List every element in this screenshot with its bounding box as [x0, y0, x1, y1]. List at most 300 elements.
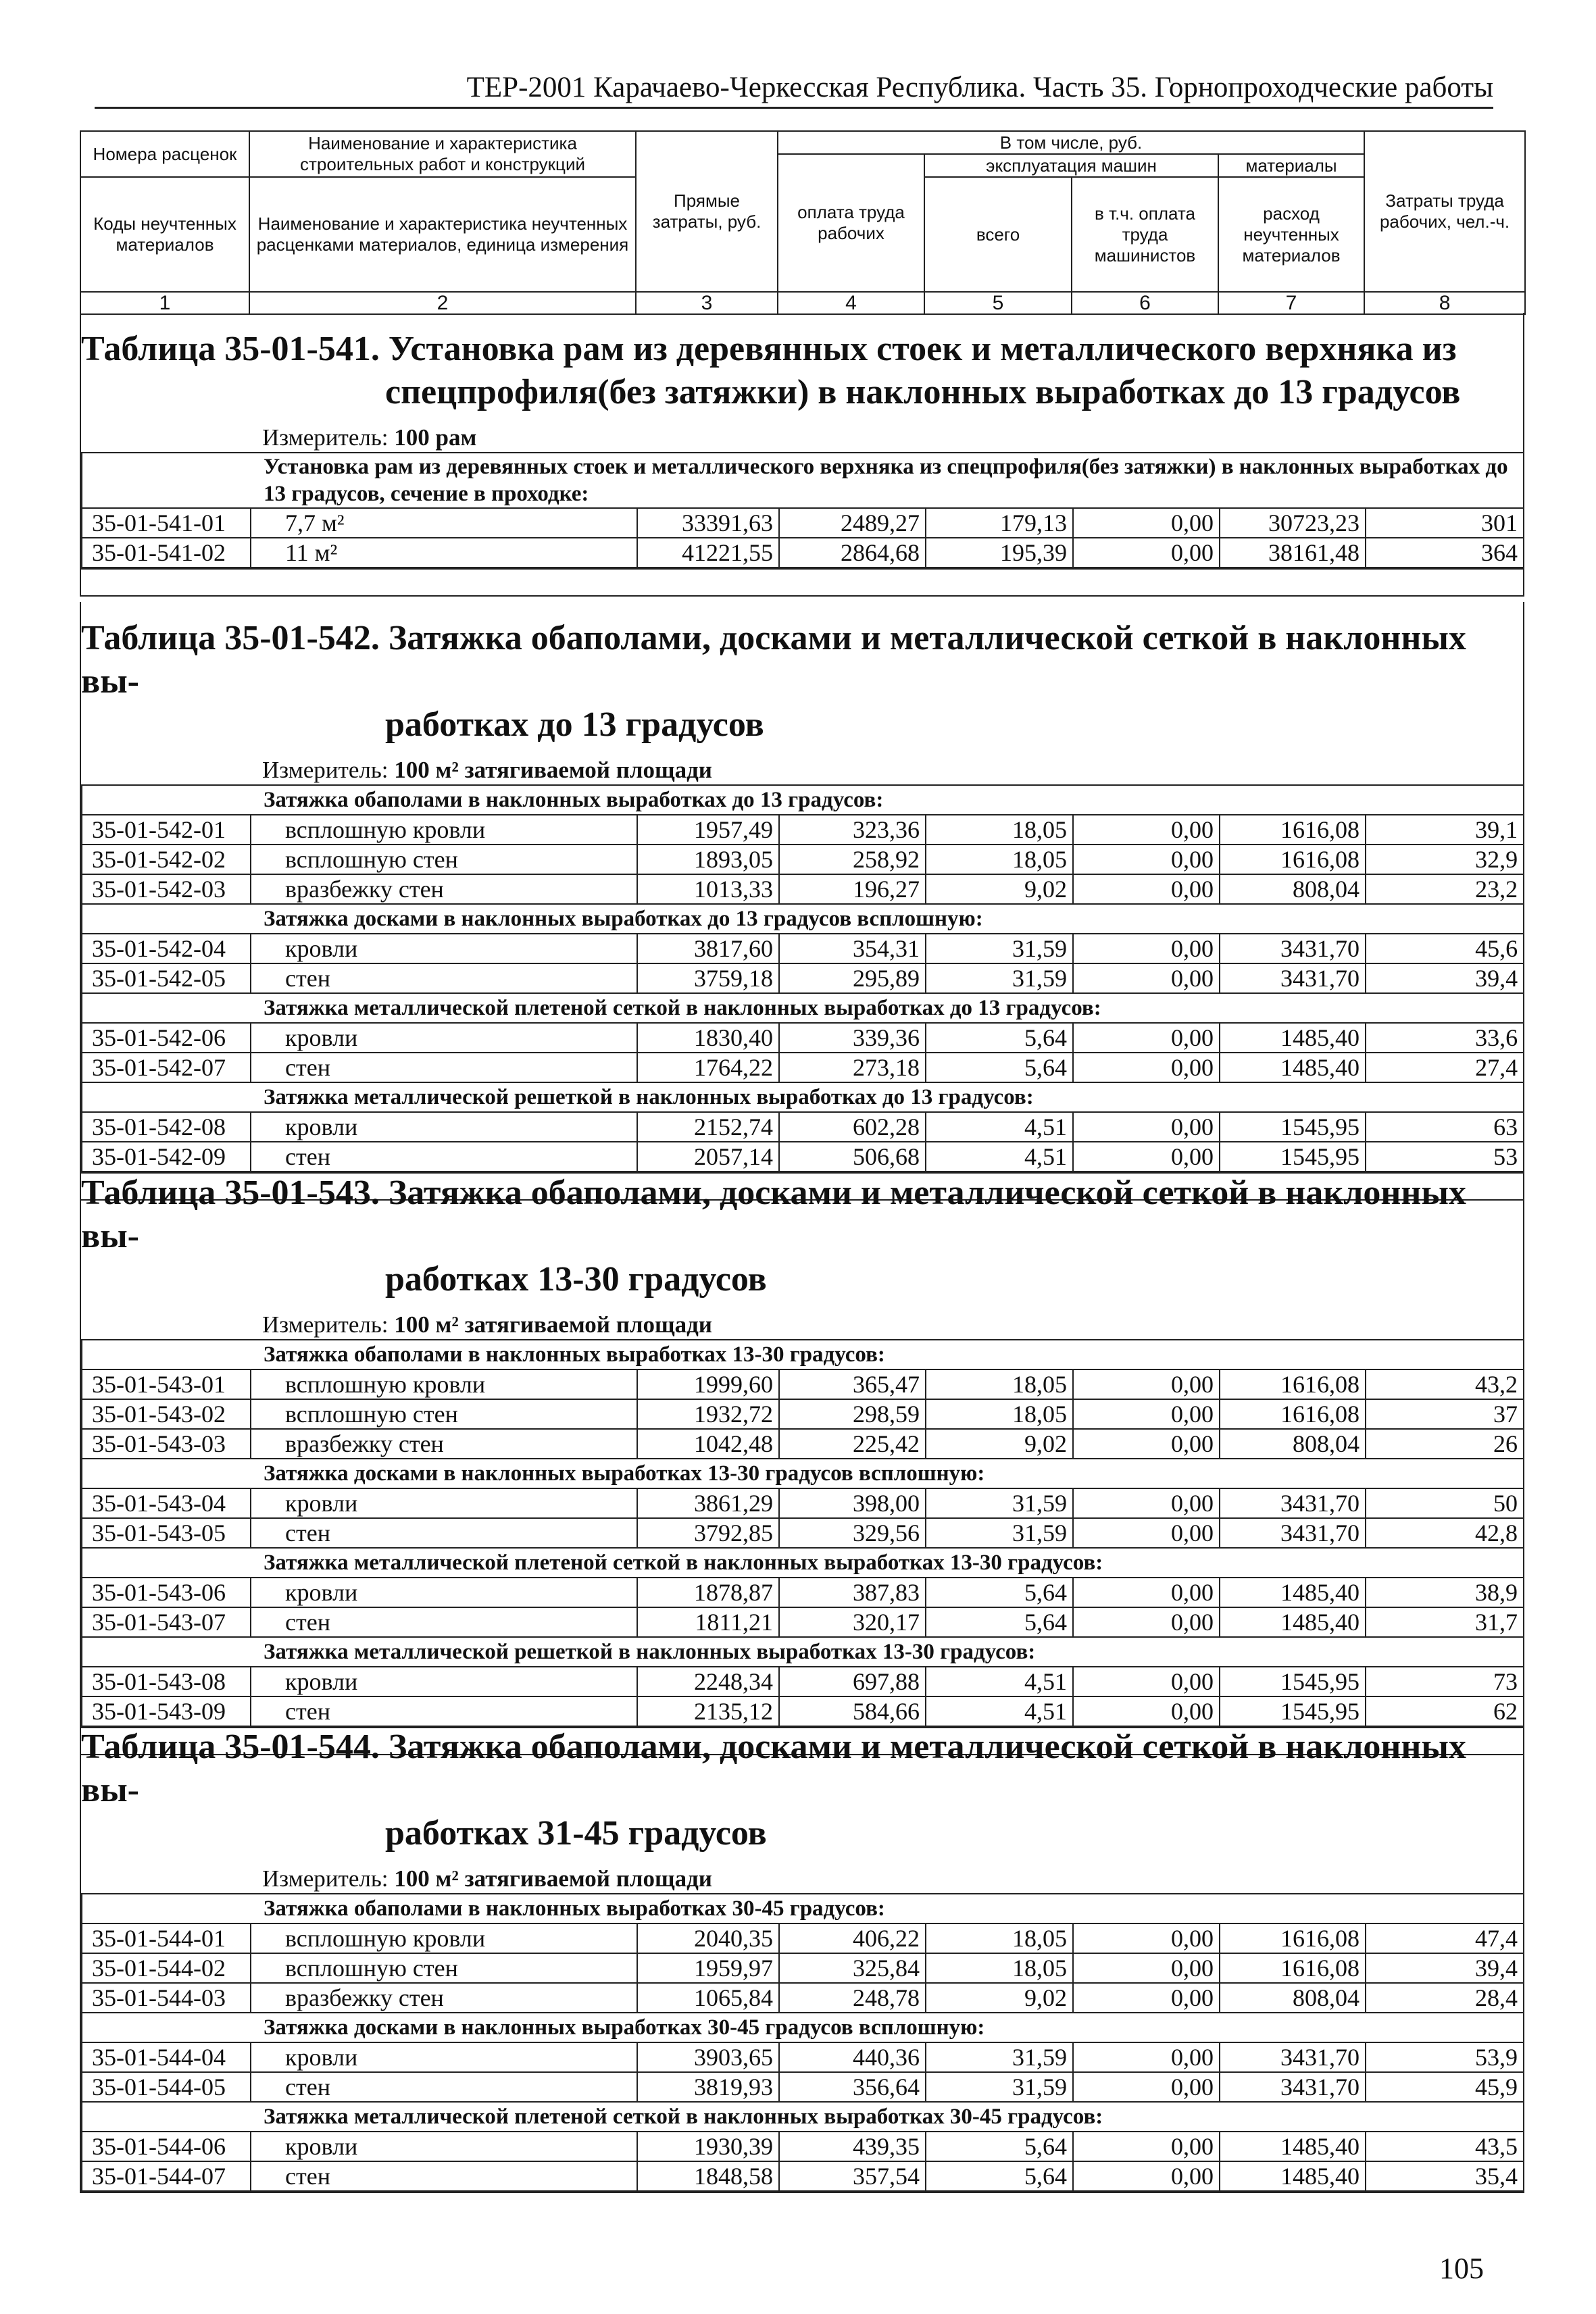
col-head-labor: Затраты труда рабочих, чел.-ч. — [1364, 131, 1525, 292]
unit-label: Измеритель: — [262, 1311, 389, 1338]
labor-hours-cell: 43,2 — [1366, 1369, 1524, 1399]
page-number: 105 — [1439, 2252, 1484, 2285]
wages-cell: 320,17 — [779, 1607, 926, 1637]
table-row — [82, 1429, 1524, 1459]
column-number: 2 — [249, 292, 636, 314]
col-head-materials-use: расход неучтенных материалов — [1218, 177, 1364, 292]
work-name-cell: стен — [251, 1518, 637, 1548]
operator-wages-cell: 0,00 — [1073, 2042, 1220, 2072]
operator-wages-cell: 0,00 — [1073, 963, 1220, 993]
rate-code-cell: 35-01-542-06 — [82, 1023, 251, 1053]
materials-cost-cell: 1485,40 — [1220, 1578, 1366, 1607]
materials-cost-cell: 1616,08 — [1220, 1369, 1366, 1399]
rate-code-cell: 35-01-544-01 — [82, 1923, 251, 1953]
column-header-table — [80, 130, 1526, 315]
group-label: Затяжка обаполами в наклонных выработках до 13 градусов: — [82, 785, 1524, 815]
operator-wages-cell: 0,00 — [1073, 1488, 1220, 1518]
table-row — [82, 815, 1524, 845]
rate-code-cell: 35-01-543-01 — [82, 1369, 251, 1399]
operator-wages-cell: 0,00 — [1073, 2072, 1220, 2102]
wages-cell: 356,64 — [779, 2072, 926, 2102]
group-label: Затяжка металлической плетеной сеткой в наклонных выработках 13-30 градусов: — [82, 1548, 1524, 1578]
rates-table — [81, 452, 1524, 568]
labor-hours-cell: 39,4 — [1366, 963, 1524, 993]
col-head-exploit: эксплуатация машин — [924, 154, 1218, 177]
rate-code-cell: 35-01-542-07 — [82, 1053, 251, 1082]
wages-cell: 325,84 — [779, 1953, 926, 1983]
wages-cell: 196,27 — [779, 874, 926, 904]
wages-cell: 398,00 — [779, 1488, 926, 1518]
machine-costs-cell: 4,51 — [926, 1142, 1073, 1172]
table-section — [80, 602, 1524, 1201]
direct-costs-cell: 1830,40 — [637, 1023, 779, 1053]
col-head-direct-costs: Прямые затраты, руб. — [636, 131, 778, 292]
work-name-cell: всплошную стен — [251, 845, 637, 874]
operator-wages-cell: 0,00 — [1073, 1923, 1220, 1953]
work-name-cell: стен — [251, 1607, 637, 1637]
rate-code-cell: 35-01-542-09 — [82, 1142, 251, 1172]
col-head-exploit-total: всего — [924, 177, 1072, 292]
rate-code-cell: 35-01-544-07 — [82, 2161, 251, 2191]
operator-wages-cell: 0,00 — [1073, 1142, 1220, 1172]
operator-wages-cell: 0,00 — [1073, 508, 1220, 538]
wages-cell: 339,36 — [779, 1023, 926, 1053]
table-row — [82, 1923, 1524, 1953]
table-row — [82, 2132, 1524, 2161]
col-head-materials: материалы — [1218, 154, 1364, 177]
materials-cost-cell: 1485,40 — [1220, 1053, 1366, 1082]
direct-costs-cell: 2152,74 — [637, 1112, 779, 1142]
unit-value: 100 м² затягиваемой площади — [394, 1865, 712, 1892]
direct-costs-cell: 3903,65 — [637, 2042, 779, 2072]
rate-code-cell: 35-01-543-04 — [82, 1488, 251, 1518]
direct-costs-cell: 3861,29 — [637, 1488, 779, 1518]
rate-code-cell: 35-01-542-01 — [82, 815, 251, 845]
labor-hours-cell: 37 — [1366, 1399, 1524, 1429]
wages-cell: 365,47 — [779, 1369, 926, 1399]
rate-code-cell: 35-01-543-07 — [82, 1607, 251, 1637]
labor-hours-cell: 35,4 — [1366, 2161, 1524, 2191]
work-name-cell: стен — [251, 2161, 637, 2191]
section-spacer — [81, 568, 1523, 595]
wages-cell: 298,59 — [779, 1399, 926, 1429]
rate-code-cell: 35-01-544-02 — [82, 1953, 251, 1983]
materials-cost-cell: 1485,40 — [1220, 2132, 1366, 2161]
wages-cell: 329,56 — [779, 1518, 926, 1548]
wages-cell: 354,31 — [779, 934, 926, 963]
materials-cost-cell: 1485,40 — [1220, 1023, 1366, 1053]
labor-hours-cell: 45,6 — [1366, 934, 1524, 963]
rate-code-cell: 35-01-541-01 — [82, 508, 251, 538]
column-number: 3 — [636, 292, 778, 314]
rate-code-cell: 35-01-541-02 — [82, 538, 251, 568]
table-row — [82, 1053, 1524, 1082]
table-row — [82, 1023, 1524, 1053]
materials-cost-cell: 808,04 — [1220, 874, 1366, 904]
group-header-row — [82, 1548, 1524, 1578]
operator-wages-cell: 0,00 — [1073, 2161, 1220, 2191]
direct-costs-cell: 1065,84 — [637, 1983, 779, 2013]
labor-hours-cell: 63 — [1366, 1112, 1524, 1142]
wages-cell: 584,66 — [779, 1696, 926, 1726]
machine-costs-cell: 18,05 — [926, 1923, 1073, 1953]
operator-wages-cell: 0,00 — [1073, 1429, 1220, 1459]
unit-value: 100 м² затягиваемой площади — [394, 1311, 712, 1338]
operator-wages-cell: 0,00 — [1073, 1023, 1220, 1053]
work-name-cell: стен — [251, 1053, 637, 1082]
group-header-row — [82, 1459, 1524, 1488]
labor-hours-cell: 53 — [1366, 1142, 1524, 1172]
labor-hours-cell: 45,9 — [1366, 2072, 1524, 2102]
work-name-cell: кровли — [251, 1023, 637, 1053]
wages-cell: 225,42 — [779, 1429, 926, 1459]
work-name-cell: вразбежку стен — [251, 1429, 637, 1459]
column-number-row — [80, 292, 1525, 314]
group-label: Установка рам из деревянных стоек и металлического верхняка из спецпрофиля(без затяжки) в наклонных выработках до 13 градусов, сечение в проходке: — [82, 453, 1524, 508]
section-title-lead: Таблица 35-01-543. Затяжка обаполами, досками и металлической сеткой в наклонных вы- — [81, 1174, 1466, 1255]
operator-wages-cell: 0,00 — [1073, 1578, 1220, 1607]
section-title — [81, 313, 1523, 414]
table-row — [82, 1112, 1524, 1142]
column-header — [80, 130, 1524, 313]
machine-costs-cell: 31,59 — [926, 1488, 1073, 1518]
unit-value: 100 рам — [394, 424, 477, 451]
machine-costs-cell: 5,64 — [926, 1053, 1073, 1082]
column-number: 4 — [778, 292, 924, 314]
rate-code-cell: 35-01-542-02 — [82, 845, 251, 874]
table-row — [82, 1518, 1524, 1548]
wages-cell: 258,92 — [779, 845, 926, 874]
machine-costs-cell: 4,51 — [926, 1667, 1073, 1696]
direct-costs-cell: 2135,12 — [637, 1696, 779, 1726]
direct-costs-cell: 1959,97 — [637, 1953, 779, 1983]
labor-hours-cell: 301 — [1366, 508, 1524, 538]
column-number: 6 — [1072, 292, 1218, 314]
direct-costs-cell: 3819,93 — [637, 2072, 779, 2102]
machine-costs-cell: 18,05 — [926, 1369, 1073, 1399]
machine-costs-cell: 9,02 — [926, 1983, 1073, 2013]
operator-wages-cell: 0,00 — [1073, 1607, 1220, 1637]
wages-cell: 295,89 — [779, 963, 926, 993]
work-name-cell: кровли — [251, 2132, 637, 2161]
materials-cost-cell: 1545,95 — [1220, 1696, 1366, 1726]
direct-costs-cell: 1999,60 — [637, 1369, 779, 1399]
work-name-cell: стен — [251, 1696, 637, 1726]
work-name-cell: кровли — [251, 1578, 637, 1607]
work-name-cell: всплошную стен — [251, 1399, 637, 1429]
section-title-lead: Таблица 35-01-541. Установка рам из деревянных стоек и металлического верхняка из — [81, 330, 1457, 368]
group-header-row — [82, 904, 1524, 934]
header-rule — [95, 107, 1493, 109]
table-row — [82, 1607, 1524, 1637]
direct-costs-cell: 1957,49 — [637, 815, 779, 845]
wages-cell: 697,88 — [779, 1667, 926, 1696]
work-name-cell: всплошную кровли — [251, 1923, 637, 1953]
section-title — [81, 1711, 1523, 1855]
group-header-row — [82, 993, 1524, 1023]
section-title-continued: спецпрофиля(без затяжки) в наклонных выработках до 13 градусов — [385, 373, 1461, 411]
materials-cost-cell: 3431,70 — [1220, 2042, 1366, 2072]
group-header-row — [82, 1082, 1524, 1112]
work-name-cell: кровли — [251, 1667, 637, 1696]
col-head-group: В том числе, руб. — [778, 131, 1364, 154]
work-name-cell: кровли — [251, 1488, 637, 1518]
work-name-cell: стен — [251, 1142, 637, 1172]
machine-costs-cell: 179,13 — [926, 508, 1073, 538]
materials-cost-cell: 1616,08 — [1220, 1953, 1366, 1983]
machine-costs-cell: 5,64 — [926, 1607, 1073, 1637]
wages-cell: 506,68 — [779, 1142, 926, 1172]
operator-wages-cell: 0,00 — [1073, 1399, 1220, 1429]
rates-table — [81, 784, 1524, 1172]
operator-wages-cell: 0,00 — [1073, 2132, 1220, 2161]
group-label: Затяжка металлической решеткой в наклонных выработках 13-30 градусов: — [82, 1637, 1524, 1667]
labor-hours-cell: 23,2 — [1366, 874, 1524, 904]
operator-wages-cell: 0,00 — [1073, 1369, 1220, 1399]
operator-wages-cell: 0,00 — [1073, 815, 1220, 845]
materials-cost-cell: 1616,08 — [1220, 1923, 1366, 1953]
materials-cost-cell: 30723,23 — [1220, 508, 1366, 538]
running-title: ТЕР-2001 Карачаево-Черкесская Республика. Часть 35. Горнопроходческие работы — [466, 72, 1493, 103]
operator-wages-cell: 0,00 — [1073, 1696, 1220, 1726]
wages-cell: 357,54 — [779, 2161, 926, 2191]
operator-wages-cell: 0,00 — [1073, 1518, 1220, 1548]
materials-cost-cell: 1616,08 — [1220, 1399, 1366, 1429]
direct-costs-cell: 3817,60 — [637, 934, 779, 963]
table-row — [82, 1488, 1524, 1518]
section-title-continued: работках до 13 градусов — [385, 705, 764, 744]
group-label: Затяжка досками в наклонных выработках 13-30 градусов всплошную: — [82, 1459, 1524, 1488]
work-name-cell: 7,7 м² — [251, 508, 637, 538]
rate-code-cell: 35-01-542-04 — [82, 934, 251, 963]
labor-hours-cell: 62 — [1366, 1696, 1524, 1726]
wages-cell: 248,78 — [779, 1983, 926, 2013]
materials-cost-cell: 1616,08 — [1220, 815, 1366, 845]
work-name-cell: всплошную кровли — [251, 1369, 637, 1399]
rates-table — [81, 1893, 1524, 2192]
labor-hours-cell: 28,4 — [1366, 1983, 1524, 2013]
direct-costs-cell: 1042,48 — [637, 1429, 779, 1459]
rates-table — [81, 1339, 1524, 1727]
rate-code-cell: 35-01-543-05 — [82, 1518, 251, 1548]
table-row — [82, 1578, 1524, 1607]
materials-cost-cell: 3431,70 — [1220, 2072, 1366, 2102]
machine-costs-cell: 9,02 — [926, 874, 1073, 904]
materials-cost-cell: 1545,95 — [1220, 1142, 1366, 1172]
labor-hours-cell: 42,8 — [1366, 1518, 1524, 1548]
machine-costs-cell: 31,59 — [926, 2042, 1073, 2072]
machine-costs-cell: 18,05 — [926, 1953, 1073, 1983]
work-name-cell: стен — [251, 963, 637, 993]
labor-hours-cell: 39,1 — [1366, 815, 1524, 845]
materials-cost-cell: 1545,95 — [1220, 1667, 1366, 1696]
table-row — [82, 1667, 1524, 1696]
operator-wages-cell: 0,00 — [1073, 934, 1220, 963]
section-unit — [81, 424, 1523, 452]
rate-code-cell: 35-01-543-02 — [82, 1399, 251, 1429]
work-name-cell: кровли — [251, 1112, 637, 1142]
operator-wages-cell: 0,00 — [1073, 1953, 1220, 1983]
operator-wages-cell: 0,00 — [1073, 1667, 1220, 1696]
wages-cell: 2489,27 — [779, 508, 926, 538]
labor-hours-cell: 31,7 — [1366, 1607, 1524, 1637]
rate-code-cell: 35-01-543-09 — [82, 1696, 251, 1726]
operator-wages-cell: 0,00 — [1073, 538, 1220, 568]
section-unit — [81, 756, 1523, 784]
materials-cost-cell: 3431,70 — [1220, 963, 1366, 993]
rate-code-cell: 35-01-542-05 — [82, 963, 251, 993]
table-section — [80, 1711, 1524, 2193]
group-header-row — [82, 2102, 1524, 2132]
direct-costs-cell: 1932,72 — [637, 1399, 779, 1429]
rate-code-cell: 35-01-542-08 — [82, 1112, 251, 1142]
labor-hours-cell: 47,4 — [1366, 1923, 1524, 1953]
direct-costs-cell: 2040,35 — [637, 1923, 779, 1953]
rate-code-cell: 35-01-544-05 — [82, 2072, 251, 2102]
machine-costs-cell: 31,59 — [926, 1518, 1073, 1548]
direct-costs-cell: 2248,34 — [637, 1667, 779, 1696]
table-row — [82, 934, 1524, 963]
col-head-codes-top: Номера расценок — [80, 131, 249, 177]
wages-cell: 273,18 — [779, 1053, 926, 1082]
materials-cost-cell: 808,04 — [1220, 1983, 1366, 2013]
group-header-row — [82, 1340, 1524, 1369]
direct-costs-cell: 1013,33 — [637, 874, 779, 904]
column-number: 1 — [80, 292, 249, 314]
group-label: Затяжка досками в наклонных выработках до 13 градусов всплошную: — [82, 904, 1524, 934]
unit-label: Измеритель: — [262, 1865, 389, 1892]
table-row — [82, 1953, 1524, 1983]
rate-code-cell: 35-01-543-08 — [82, 1667, 251, 1696]
machine-costs-cell: 5,64 — [926, 2161, 1073, 2191]
column-number: 8 — [1364, 292, 1525, 314]
direct-costs-cell: 3792,85 — [637, 1518, 779, 1548]
operator-wages-cell: 0,00 — [1073, 845, 1220, 874]
table-row — [82, 1369, 1524, 1399]
labor-hours-cell: 364 — [1366, 538, 1524, 568]
machine-costs-cell: 5,64 — [926, 2132, 1073, 2161]
rate-code-cell: 35-01-544-06 — [82, 2132, 251, 2161]
wages-cell: 387,83 — [779, 1578, 926, 1607]
direct-costs-cell: 1893,05 — [637, 845, 779, 874]
direct-costs-cell: 1930,39 — [637, 2132, 779, 2161]
group-label: Затяжка металлической плетеной сеткой в наклонных выработках до 13 градусов: — [82, 993, 1524, 1023]
labor-hours-cell: 33,6 — [1366, 1023, 1524, 1053]
direct-costs-cell: 1811,21 — [637, 1607, 779, 1637]
wages-cell: 323,36 — [779, 815, 926, 845]
table-section — [80, 313, 1524, 597]
section-title-lead: Таблица 35-01-542. Затяжка обаполами, досками и металлической сеткой в наклонных вы- — [81, 619, 1466, 701]
section-title-continued: работках 13-30 градусов — [385, 1260, 767, 1299]
section-title — [81, 602, 1523, 747]
machine-costs-cell: 5,64 — [926, 1023, 1073, 1053]
machine-costs-cell: 18,05 — [926, 1399, 1073, 1429]
group-label: Затяжка обаполами в наклонных выработках 30-45 градусов: — [82, 1894, 1524, 1923]
direct-costs-cell: 41221,55 — [637, 538, 779, 568]
work-name-cell: всплошную стен — [251, 1953, 637, 1983]
group-label: Затяжка металлической решеткой в наклонных выработках до 13 градусов: — [82, 1082, 1524, 1112]
section-title — [81, 1157, 1523, 1301]
column-number: 5 — [924, 292, 1072, 314]
operator-wages-cell: 0,00 — [1073, 1112, 1220, 1142]
work-name-cell: 11 м² — [251, 538, 637, 568]
group-header-row — [82, 2013, 1524, 2042]
materials-cost-cell: 3431,70 — [1220, 1518, 1366, 1548]
machine-costs-cell: 31,59 — [926, 934, 1073, 963]
machine-costs-cell: 18,05 — [926, 845, 1073, 874]
machine-costs-cell: 4,51 — [926, 1112, 1073, 1142]
rate-code-cell: 35-01-544-04 — [82, 2042, 251, 2072]
direct-costs-cell: 2057,14 — [637, 1142, 779, 1172]
direct-costs-cell: 1764,22 — [637, 1053, 779, 1082]
labor-hours-cell: 50 — [1366, 1488, 1524, 1518]
section-title-lead: Таблица 35-01-544. Затяжка обаполами, досками и металлической сеткой в наклонных вы- — [81, 1728, 1466, 1809]
rate-code-cell: 35-01-543-06 — [82, 1578, 251, 1607]
unit-label: Измеритель: — [262, 424, 389, 451]
materials-cost-cell: 1616,08 — [1220, 845, 1366, 874]
materials-cost-cell: 808,04 — [1220, 1429, 1366, 1459]
operator-wages-cell: 0,00 — [1073, 1053, 1220, 1082]
labor-hours-cell: 53,9 — [1366, 2042, 1524, 2072]
table-row — [82, 1399, 1524, 1429]
labor-hours-cell: 26 — [1366, 1429, 1524, 1459]
table-row — [82, 845, 1524, 874]
work-name-cell: стен — [251, 2072, 637, 2102]
group-header-row — [82, 785, 1524, 815]
col-head-name-bottom: Наименование и характеристика неучтенных расценками материалов, единица измерения — [249, 177, 636, 292]
section-title-continued: работках 31-45 градусов — [385, 1814, 767, 1853]
group-header-row — [82, 1637, 1524, 1667]
table-section — [80, 1157, 1524, 1755]
column-number: 7 — [1218, 292, 1364, 314]
group-header-row — [82, 1894, 1524, 1923]
table-row — [82, 538, 1524, 568]
work-name-cell: кровли — [251, 934, 637, 963]
col-head-operator-wages: в т.ч. оплата труда машинистов — [1072, 177, 1218, 292]
work-name-cell: всплошную кровли — [251, 815, 637, 845]
table-row — [82, 508, 1524, 538]
unit-value: 100 м² затягиваемой площади — [394, 757, 712, 783]
materials-cost-cell: 1545,95 — [1220, 1112, 1366, 1142]
machine-costs-cell: 31,59 — [926, 2072, 1073, 2102]
table-row — [82, 963, 1524, 993]
machine-costs-cell: 195,39 — [926, 538, 1073, 568]
machine-costs-cell: 18,05 — [926, 815, 1073, 845]
direct-costs-cell: 1848,58 — [637, 2161, 779, 2191]
materials-cost-cell: 3431,70 — [1220, 1488, 1366, 1518]
labor-hours-cell: 38,9 — [1366, 1578, 1524, 1607]
materials-cost-cell: 38161,48 — [1220, 538, 1366, 568]
wages-cell: 440,36 — [779, 2042, 926, 2072]
operator-wages-cell: 0,00 — [1073, 874, 1220, 904]
group-label: Затяжка обаполами в наклонных выработках 13-30 градусов: — [82, 1340, 1524, 1369]
table-row — [82, 874, 1524, 904]
labor-hours-cell: 32,9 — [1366, 845, 1524, 874]
machine-costs-cell: 4,51 — [926, 1696, 1073, 1726]
unit-label: Измеритель: — [262, 757, 389, 783]
machine-costs-cell: 9,02 — [926, 1429, 1073, 1459]
operator-wages-cell: 0,00 — [1073, 1983, 1220, 2013]
group-label: Затяжка досками в наклонных выработках 30-45 градусов всплошную: — [82, 2013, 1524, 2042]
table-row — [82, 1983, 1524, 2013]
wages-cell: 2864,68 — [779, 538, 926, 568]
materials-cost-cell: 1485,40 — [1220, 2161, 1366, 2191]
section-unit — [81, 1865, 1523, 1893]
materials-cost-cell: 3431,70 — [1220, 934, 1366, 963]
table-row — [82, 2072, 1524, 2102]
col-head-codes-bottom: Коды неучтенных материалов — [80, 177, 249, 292]
labor-hours-cell: 43,5 — [1366, 2132, 1524, 2161]
